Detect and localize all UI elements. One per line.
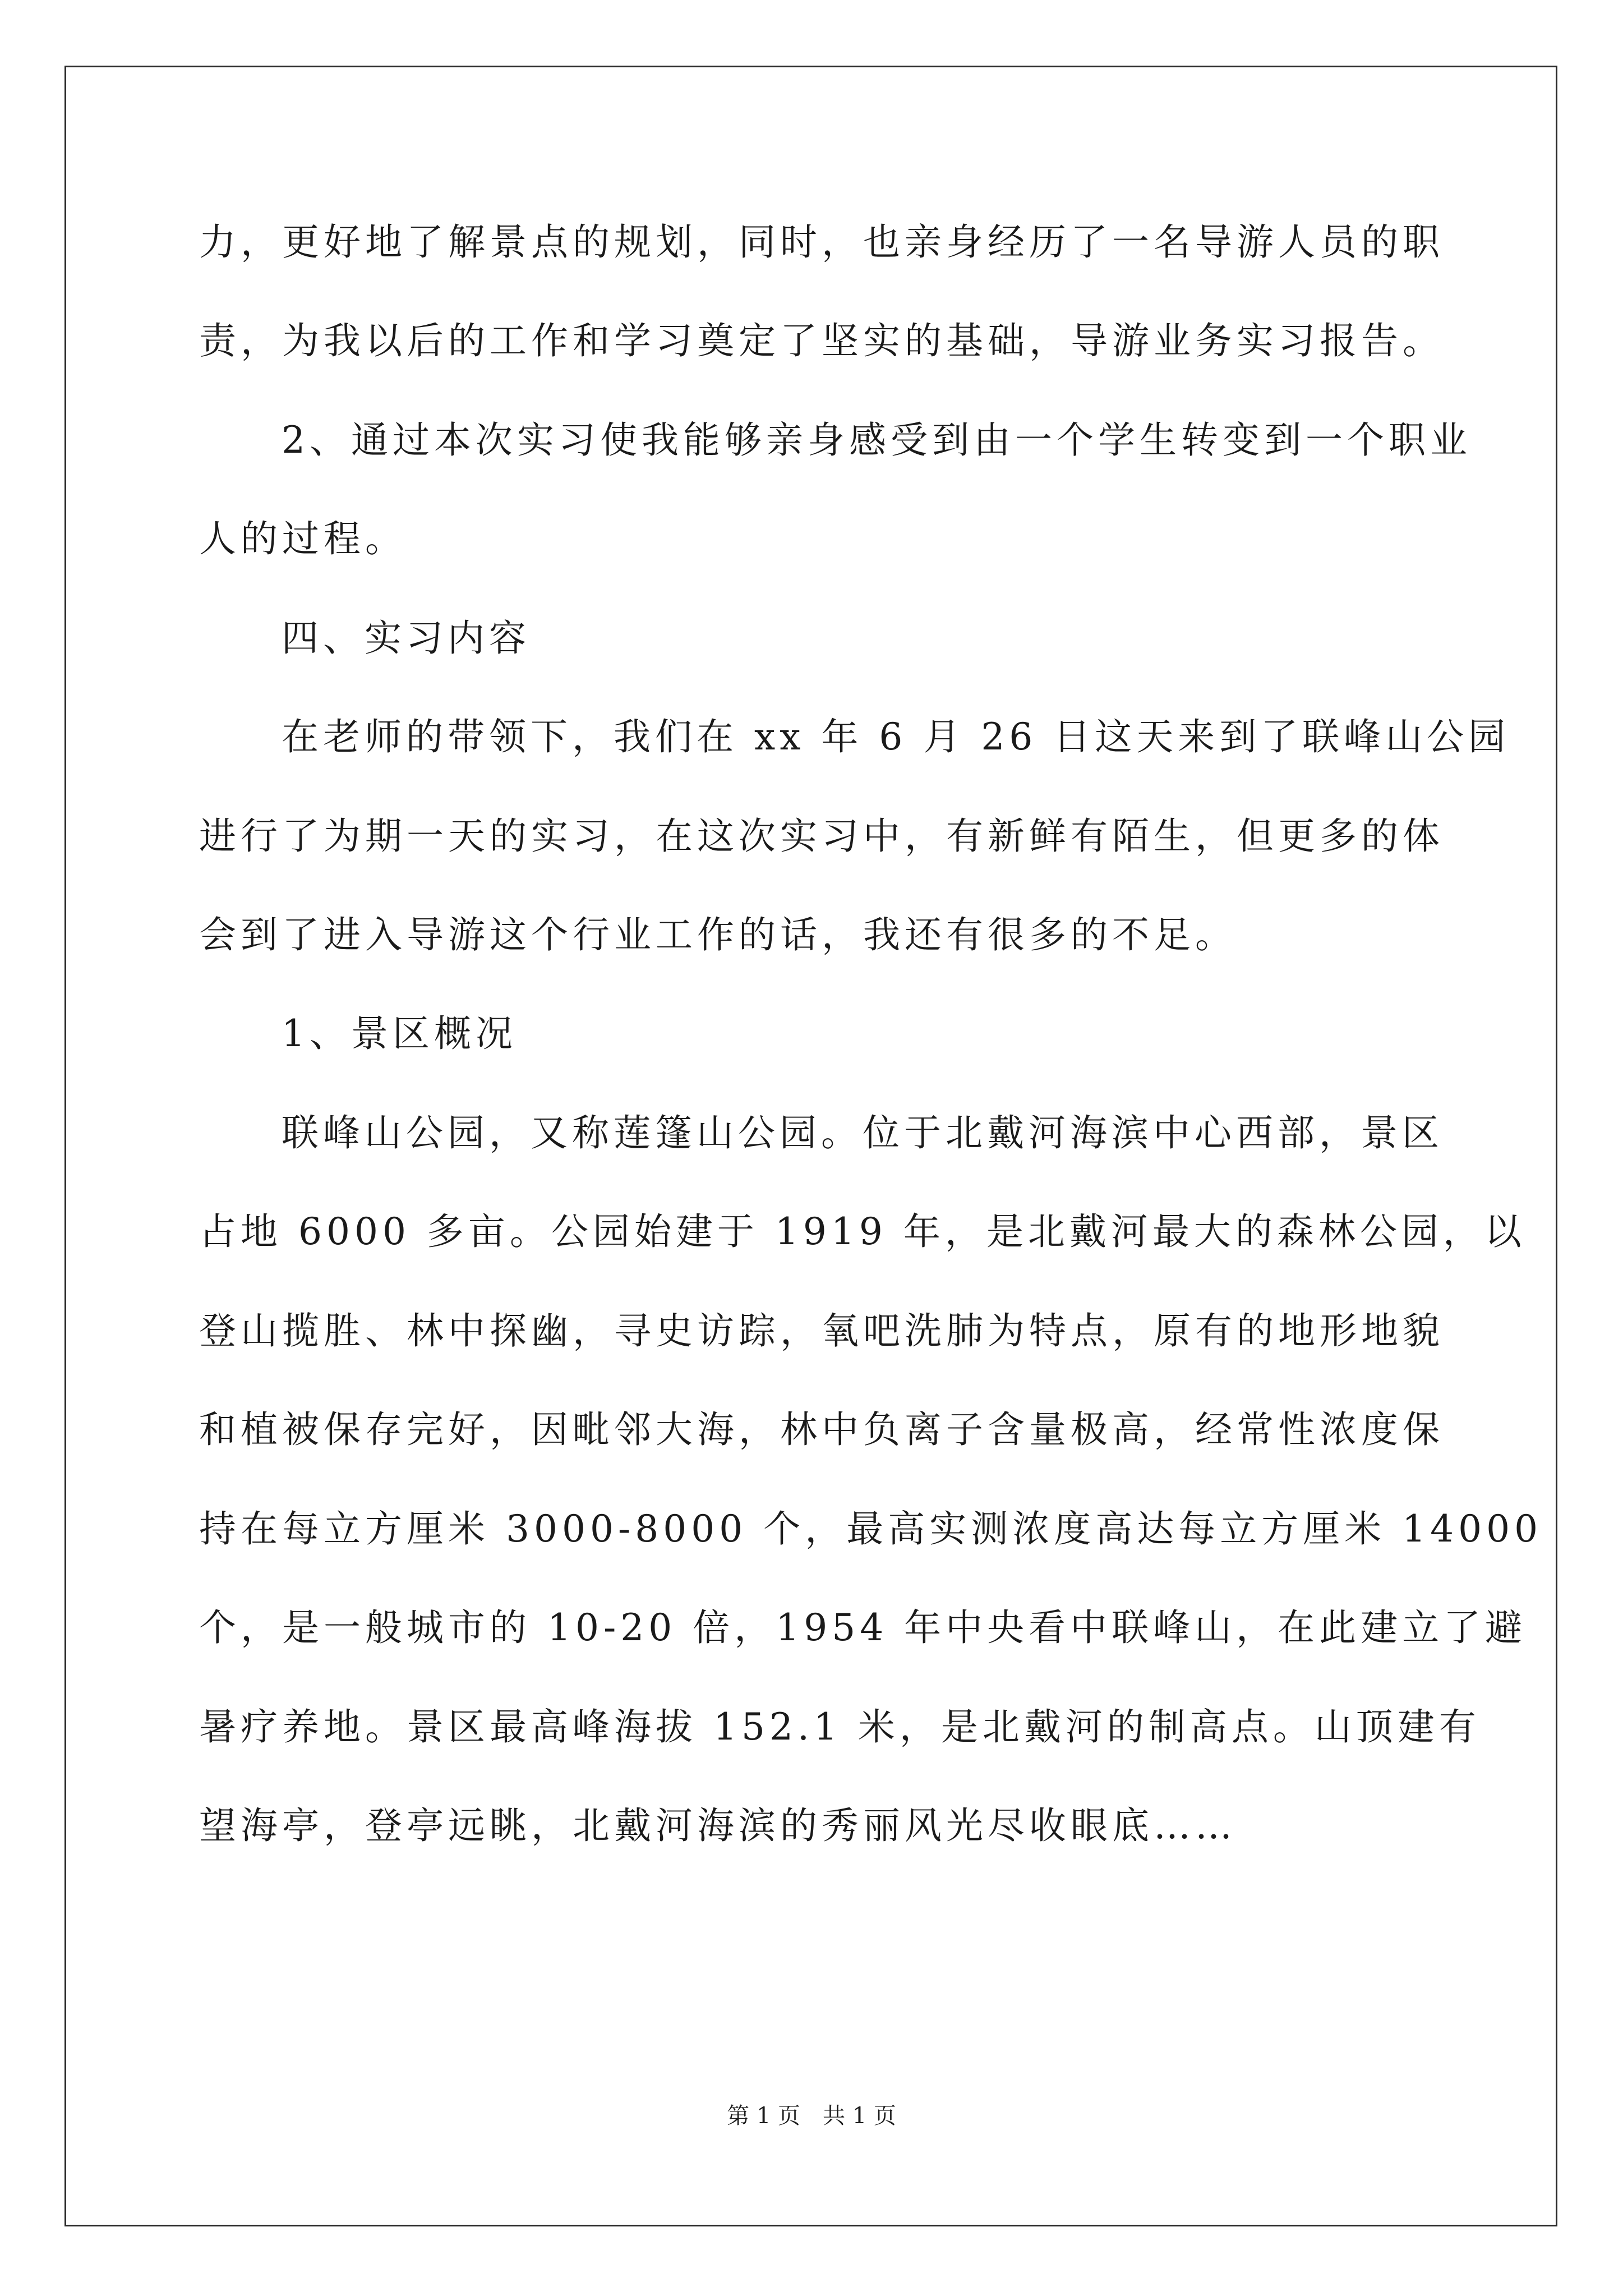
subsection-heading: 1、景区概况 <box>282 1012 517 1055</box>
text-line: 持在每立方厘米 3000-8000 个，最高实测浓度高达每立方厘米 14000 <box>199 1507 1543 1550</box>
paragraph-start-line: 在老师的带领下，我们在 xx 年 6 月 26 日这天来到了联峰山公园 <box>282 715 1510 758</box>
text-line: 力，更好地了解景点的规划，同时，也亲身经历了一名导游人员的职 <box>199 220 1444 264</box>
paragraph-start-line: 联峰山公园，又称莲篷山公园。位于北戴河海滨中心西部，景区 <box>282 1111 1444 1154</box>
text-line: 个，是一般城市的 10-20 倍，1954 年中央看中联峰山，在此建立了避 <box>199 1606 1527 1649</box>
paragraph-start-line: 2、通过本次实习使我能够亲身感受到由一个学生转变到一个职业 <box>282 418 1472 462</box>
text-line: 进行了为期一天的实习，在这次实习中，有新鲜有陌生，但更多的体 <box>199 815 1444 858</box>
text-line: 暑疗养地。景区最高峰海拔 152.1 米，是北戴河的制高点。山顶建有 <box>199 1705 1481 1749</box>
text-line: 会到了进入导游这个行业工作的话，我还有很多的不足。 <box>199 913 1237 956</box>
text-line: 占地 6000 多亩。公园始建于 1919 年，是北戴河最大的森林公园，以 <box>199 1210 1526 1253</box>
text-line: 人的过程。 <box>199 517 407 560</box>
text-line: 登山揽胜、林中探幽，寻史访踪，氧吧洗肺为特点，原有的地形地貌 <box>199 1309 1444 1352</box>
text-line: 和植被保存完好，因毗邻大海，林中负离子含量极高，经常性浓度保 <box>199 1408 1444 1451</box>
section-heading: 四、实习内容 <box>282 616 531 660</box>
text-line: 责，为我以后的工作和学习奠定了坚实的基础，导游业务实习报告。 <box>199 319 1444 362</box>
page-number-footer: 第 1 页 共 1 页 <box>727 2103 896 2129</box>
text-line: 望海亭，登亭远眺，北戴河海滨的秀丽风光尽收眼底…… <box>199 1804 1237 1847</box>
